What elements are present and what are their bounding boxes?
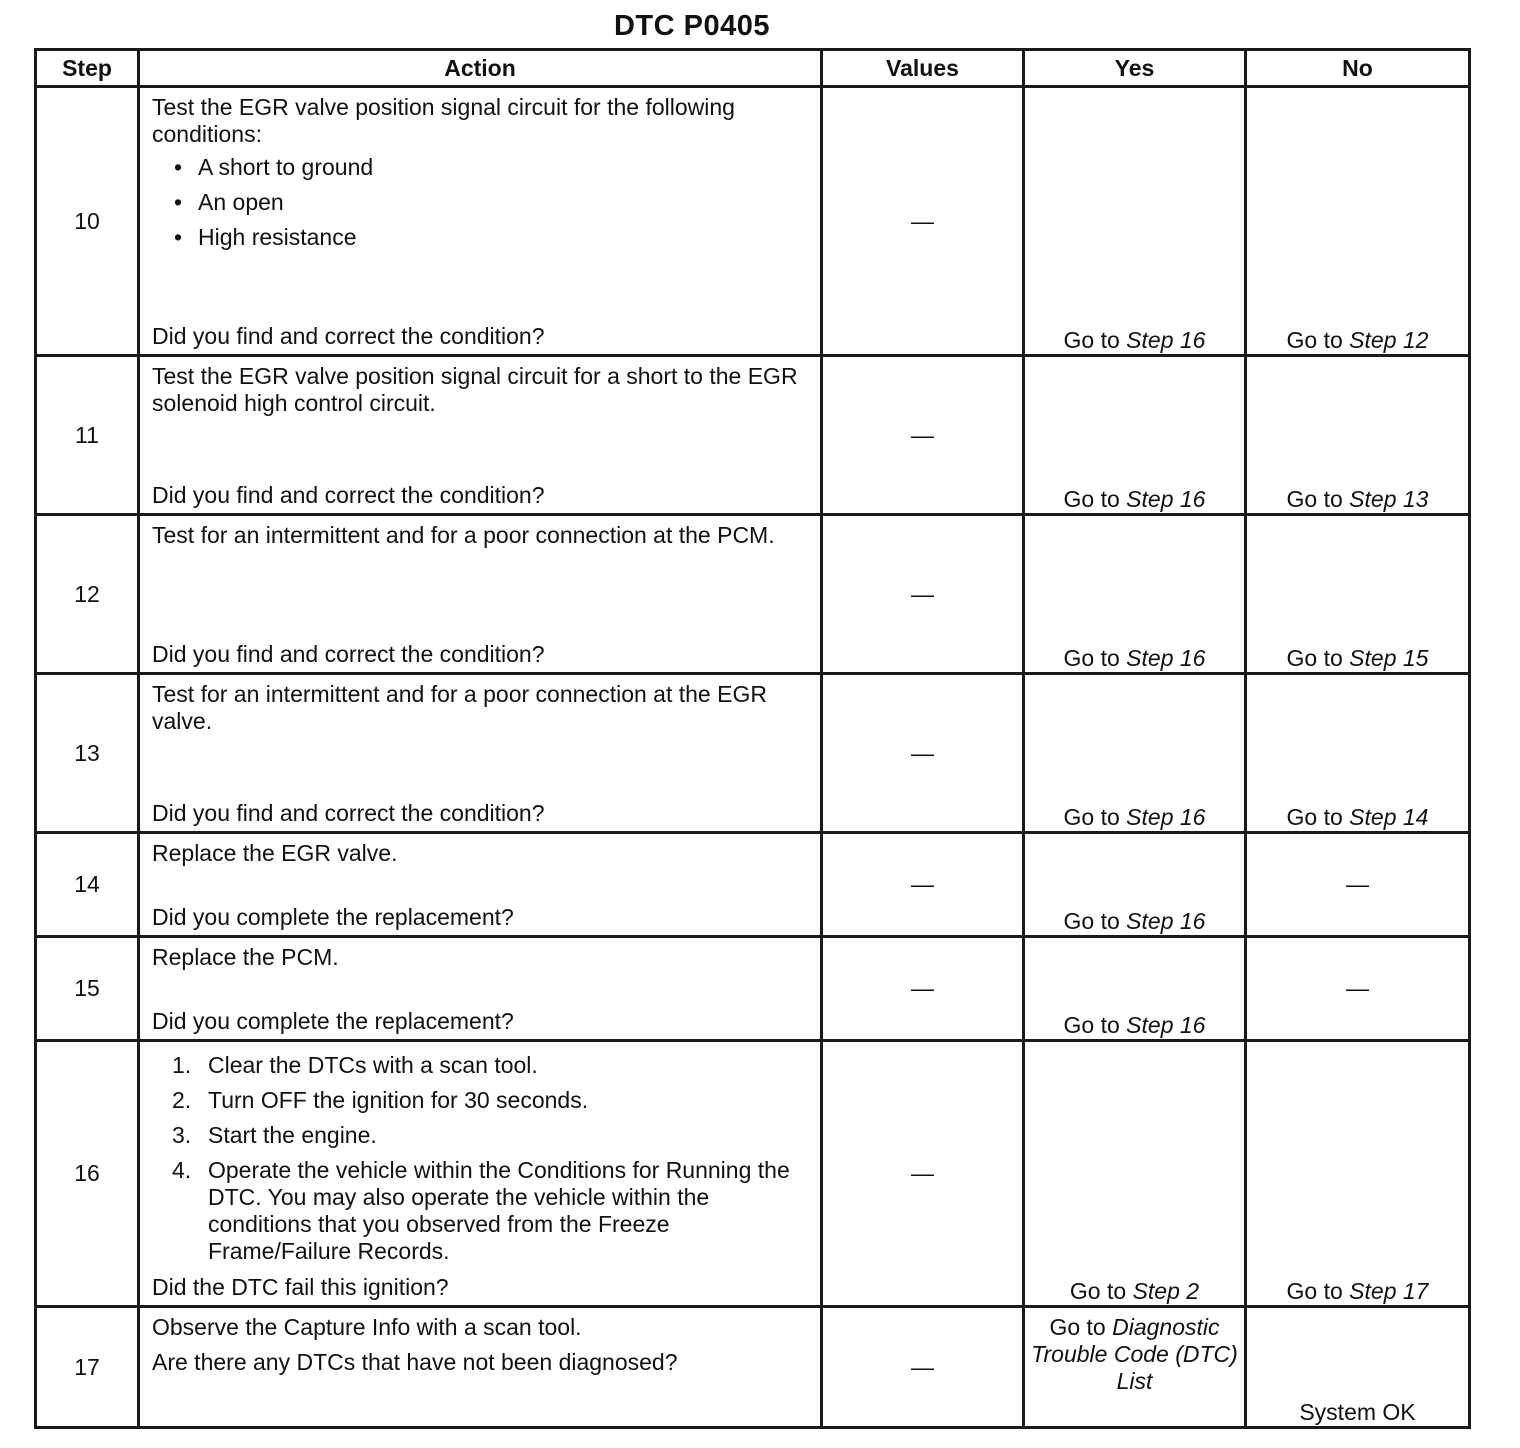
yes-cell [1024, 937, 1246, 1041]
step-number: 16 [36, 1041, 139, 1307]
table-row [36, 87, 1470, 356]
action-text: Replace the PCM. [152, 944, 339, 970]
values-cell: — [822, 1041, 1024, 1307]
action-question: Did you complete the replacement? [152, 904, 514, 930]
action-cell [139, 1041, 822, 1307]
yes-prefix: Go to [1063, 327, 1127, 353]
yes-cell [1024, 356, 1246, 515]
action-cell [139, 937, 822, 1041]
values-cell: — [822, 937, 1024, 1041]
yes-prefix: Go to [1049, 1314, 1113, 1340]
yes-cell [1024, 674, 1246, 833]
no-step-link[interactable]: Step 17 [1349, 1278, 1429, 1304]
no-cell: — [1246, 937, 1470, 1041]
yes-step-link[interactable]: Step 2 [1132, 1278, 1200, 1304]
values-cell: — [822, 356, 1024, 515]
action-text: Test for an intermittent and for a poor connection at the PCM. [152, 522, 775, 548]
action-text: Observe the Capture Info with a scan tool. [152, 1314, 582, 1340]
yes-prefix: Go to [1063, 645, 1127, 671]
yes-step-link[interactable]: Step 16 [1126, 804, 1206, 830]
list-item: • A short to ground [198, 154, 810, 181]
page-title: DTC P0405 [613, 10, 770, 42]
no-cell [1246, 515, 1470, 674]
action-cell [139, 356, 822, 515]
no-prefix: Go to [1286, 327, 1350, 353]
yes-dtc-list-link[interactable]: Diagnostic Trouble Code (DTC) List [1031, 1314, 1238, 1394]
table-row [36, 356, 1470, 515]
no-prefix: Go to [1286, 804, 1350, 830]
list-item: 1. Clear the DTCs with a scan tool. [172, 1052, 538, 1078]
yes-cell [1024, 833, 1246, 937]
action-cell [139, 515, 822, 674]
values-cell: — [822, 1307, 1024, 1428]
action-text: Replace the EGR valve. [152, 840, 398, 866]
values-cell: — [822, 674, 1024, 833]
no-cell [1246, 87, 1470, 356]
step-number: 12 [36, 515, 139, 674]
no-cell: System OK [1246, 1307, 1470, 1428]
list-item: 4. Operate the vehicle within the Conditions for Running the DTC. You may also operate the vehicle within the conditions that you observed from the Freeze Frame/Failure Records. [172, 1157, 790, 1264]
action-question: Did the DTC fail this ignition? [152, 1274, 449, 1300]
step-number: 11 [36, 356, 139, 515]
list-item: 3. Start the engine. [172, 1122, 377, 1148]
yes-cell [1024, 1307, 1246, 1428]
table-row [36, 674, 1470, 833]
no-cell [1246, 356, 1470, 515]
table-row [36, 1307, 1470, 1428]
step-number: 14 [36, 833, 139, 937]
yes-step-link[interactable]: Step 16 [1126, 327, 1206, 353]
no-prefix: Go to [1286, 486, 1350, 512]
action-question: Did you find and correct the condition? [152, 482, 545, 508]
no-prefix: Go to [1286, 1278, 1350, 1304]
list-item: • An open [198, 189, 810, 216]
table-row [36, 833, 1470, 937]
yes-prefix: Go to [1063, 1012, 1127, 1038]
action-cell [139, 674, 822, 833]
table-row [36, 937, 1470, 1041]
action-cell [139, 1307, 822, 1428]
table-row [36, 515, 1470, 674]
action-question: Are there any DTCs that have not been diagnosed? [152, 1349, 678, 1375]
no-cell [1246, 1041, 1470, 1307]
yes-step-link[interactable]: Step 16 [1126, 1012, 1206, 1038]
yes-cell [1024, 1041, 1246, 1307]
table-row [36, 1041, 1470, 1307]
yes-prefix: Go to [1063, 486, 1127, 512]
action-question: Did you complete the replacement? [152, 1008, 514, 1034]
no-prefix: Go to [1286, 645, 1350, 671]
yes-step-link[interactable]: Step 16 [1126, 486, 1206, 512]
header-values: Values [822, 50, 1024, 87]
yes-prefix: Go to [1069, 1278, 1133, 1304]
yes-prefix: Go to [1063, 804, 1127, 830]
values-cell: — [822, 515, 1024, 674]
yes-cell [1024, 87, 1246, 356]
values-cell: — [822, 87, 1024, 356]
step-number: 15 [36, 937, 139, 1041]
action-question: Did you find and correct the condition? [152, 641, 545, 667]
no-step-link[interactable]: Step 13 [1349, 486, 1429, 512]
no-step-link[interactable]: Step 15 [1349, 645, 1429, 671]
action-text: Test the EGR valve position signal circuit for the following conditions: [152, 94, 735, 147]
dtc-table [34, 48, 1471, 1429]
step-number: 10 [36, 87, 139, 356]
action-cell [139, 87, 822, 356]
condition-list [152, 154, 810, 251]
step-number: 17 [36, 1307, 139, 1428]
action-text: Test the EGR valve position signal circuit for a short to the EGR solenoid high control circuit. [152, 363, 798, 416]
action-cell [139, 833, 822, 937]
header-row [36, 50, 1470, 87]
header-step: Step [36, 50, 139, 87]
yes-prefix: Go to [1063, 908, 1127, 934]
yes-step-link[interactable]: Step 16 [1126, 908, 1206, 934]
no-cell: — [1246, 833, 1470, 937]
header-yes: Yes [1024, 50, 1246, 87]
yes-cell [1024, 515, 1246, 674]
numbered-steps [152, 1052, 810, 1265]
action-question: Did you find and correct the condition? [152, 800, 545, 826]
list-item: • High resistance [198, 224, 810, 251]
no-step-link[interactable]: Step 14 [1349, 804, 1429, 830]
yes-step-link[interactable]: Step 16 [1126, 645, 1206, 671]
action-text: Test for an intermittent and for a poor connection at the EGR valve. [152, 681, 767, 734]
values-cell: — [822, 833, 1024, 937]
action-question: Did you find and correct the condition? [152, 323, 545, 349]
list-item: 2. Turn OFF the ignition for 30 seconds. [172, 1087, 589, 1113]
no-cell [1246, 674, 1470, 833]
no-step-link[interactable]: Step 12 [1349, 327, 1429, 353]
step-number: 13 [36, 674, 139, 833]
header-action: Action [139, 50, 822, 87]
header-no: No [1246, 50, 1470, 87]
